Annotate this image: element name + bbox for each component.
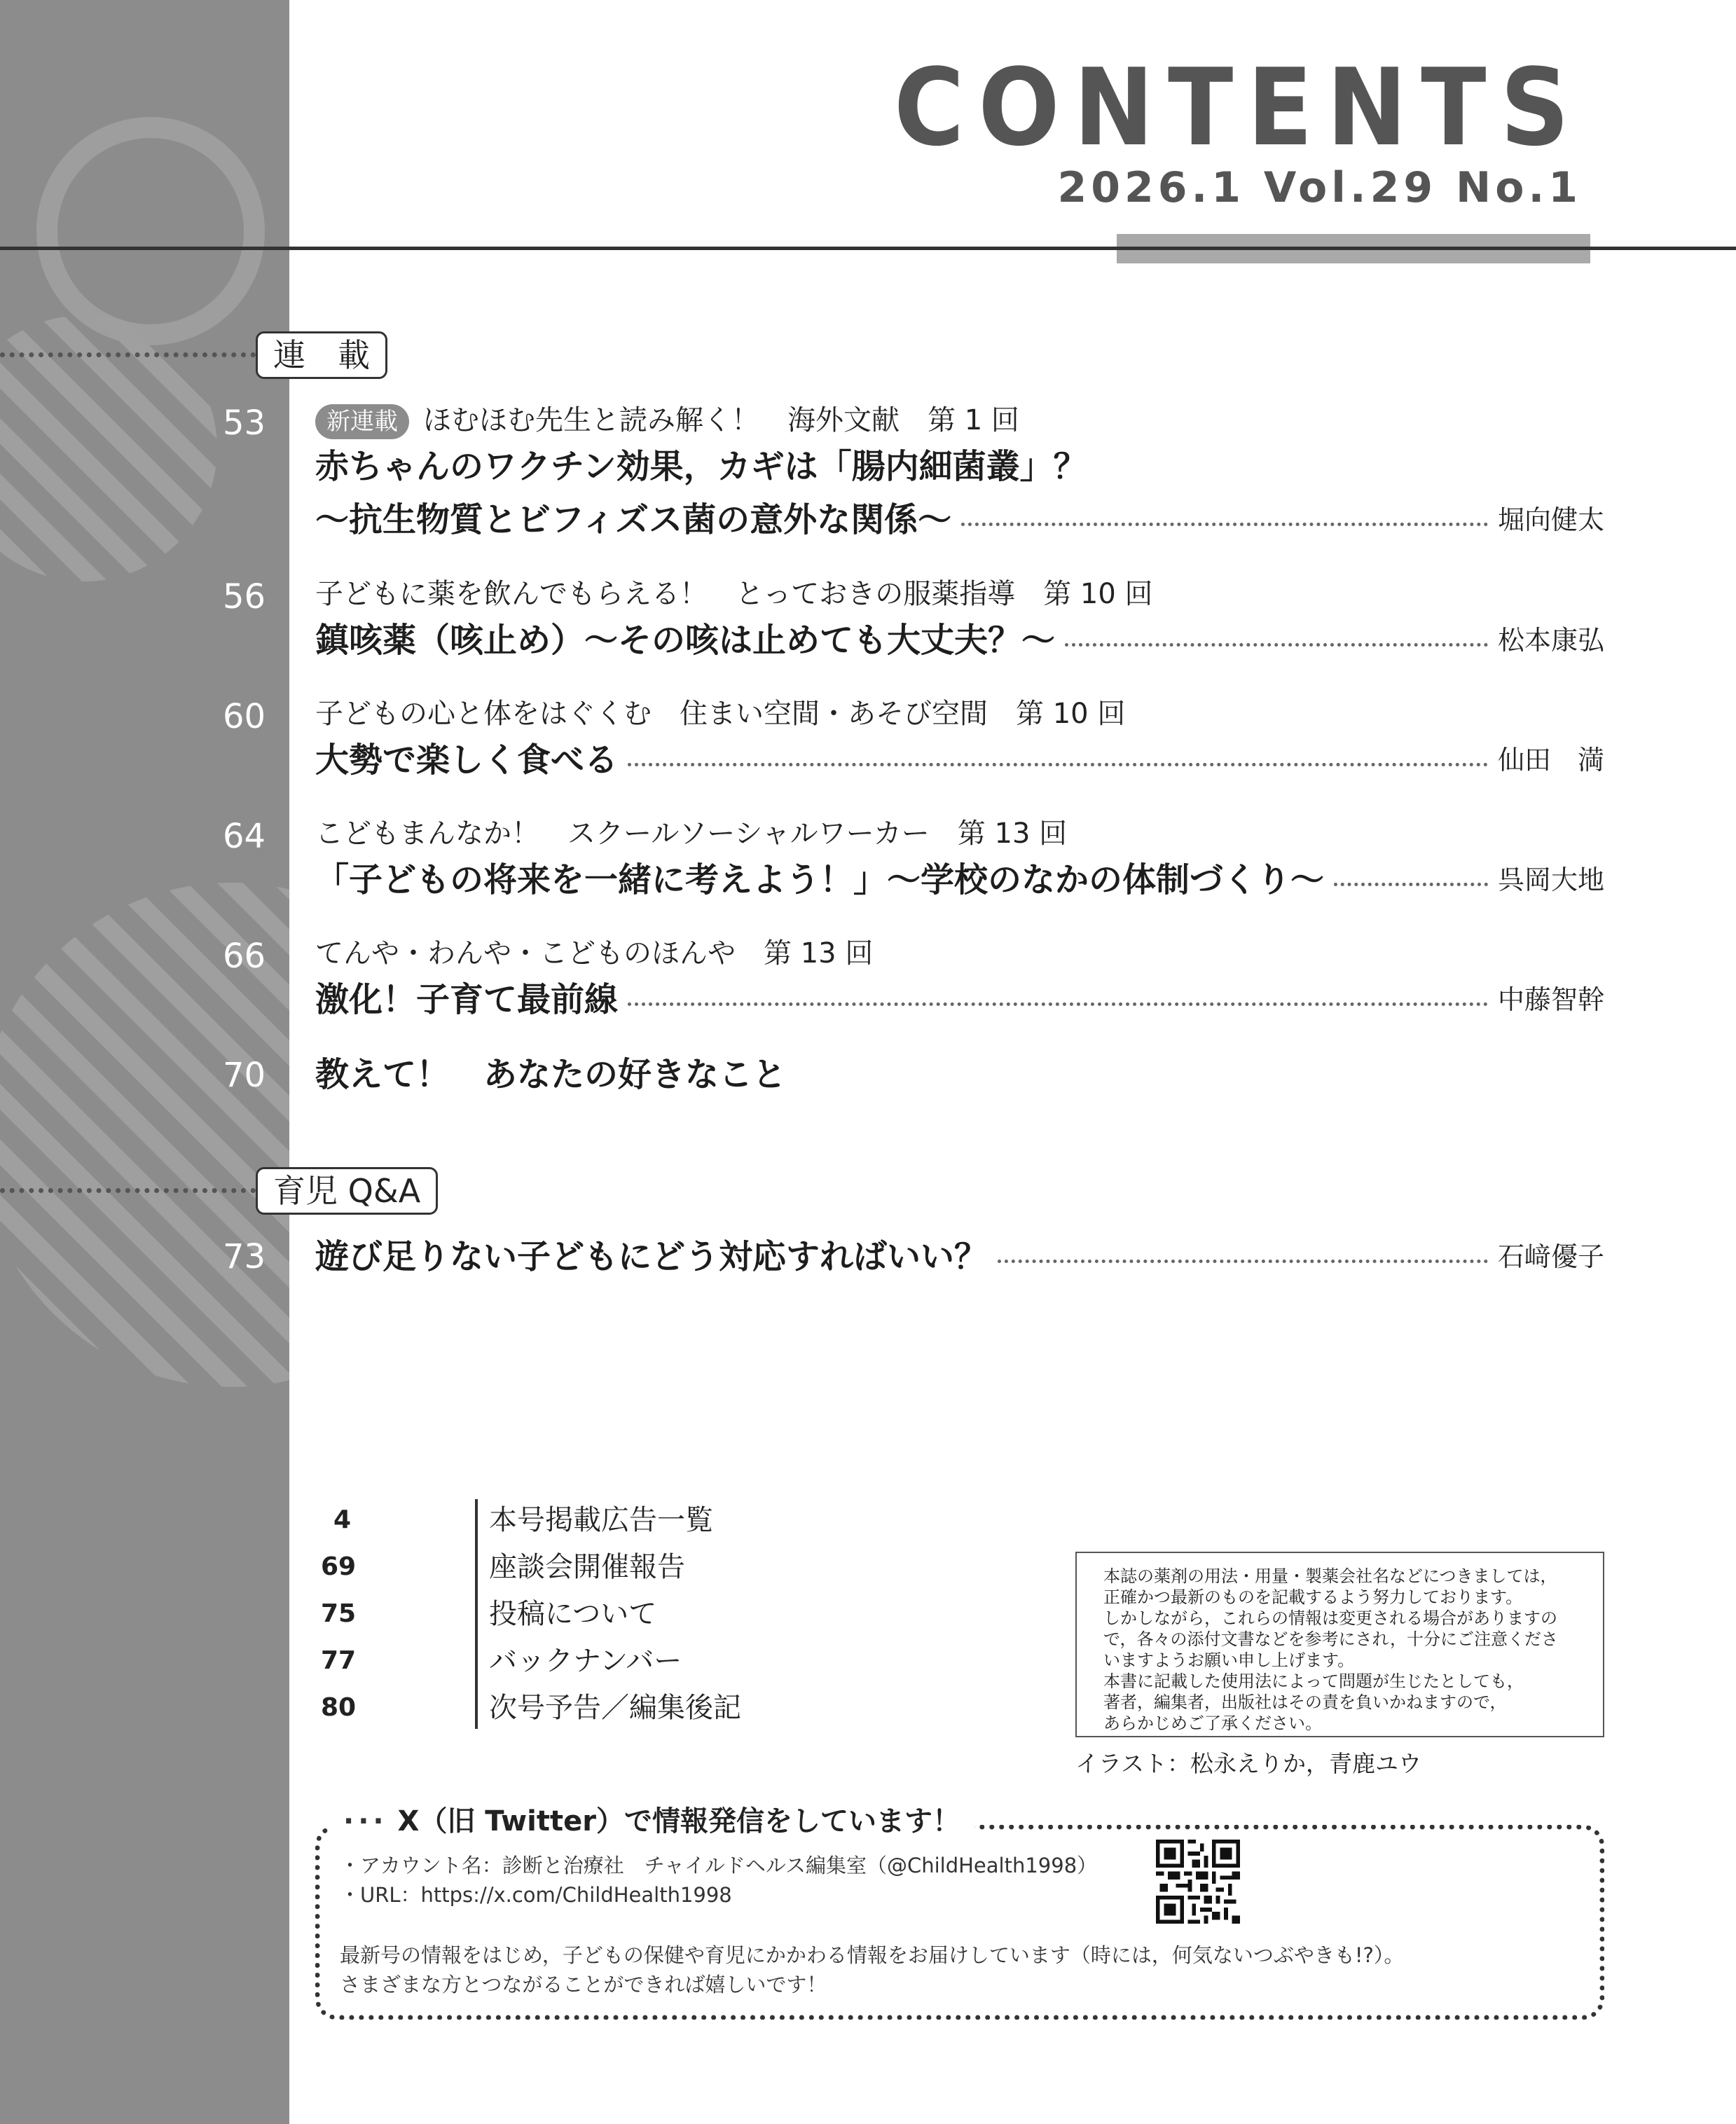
disclaimer-box	[1075, 1552, 1604, 1737]
entry-title[interactable]: 大勢で楽しく食べる	[315, 740, 619, 780]
misc-page: 69	[321, 1552, 357, 1581]
toc-entry[interactable]	[315, 814, 1604, 906]
dotted-leader	[998, 1260, 1488, 1263]
entry-page-number: 73	[223, 1237, 266, 1276]
disclaimer-line: いますようお願い申し上げます。	[1103, 1650, 1355, 1670]
misc-page: 75	[321, 1599, 357, 1628]
x-url-link[interactable]: ・URL：https://x.com/ChildHealth1998	[340, 1883, 732, 1907]
x-heading-text: X（旧 Twitter）で情報発信をしています！	[397, 1805, 960, 1837]
disclaimer-line: しかしながら，これらの情報は変更される場合がありますの	[1103, 1608, 1557, 1628]
x-body-line: 最新号の情報をはじめ，子どもの保健や育児にかかわる情報をお届けしています（時には，何気ないつぶやきも!?）。	[340, 1943, 1405, 1967]
entry-title-row	[315, 733, 1604, 787]
x-info-heading	[329, 1800, 974, 1842]
toc-entry[interactable]	[315, 934, 1604, 1026]
entry-series-line	[315, 401, 1604, 440]
entry-title[interactable]: 遊び足りない子どもにどう対応すればいい？	[315, 1237, 988, 1276]
disclaimer-line: あらかじめご了承ください。	[1103, 1713, 1322, 1733]
section-heading-qa	[0, 1167, 448, 1215]
entry-title-row	[315, 853, 1604, 906]
entry-title[interactable]: 「子どもの将来を一緒に考えよう！」〜学校のなかの体制づくり〜	[315, 860, 1325, 899]
entry-title[interactable]: 教えて！ あなたの好きなこと	[315, 1055, 787, 1094]
entry-title-row	[315, 973, 1604, 1026]
entry-page-number: 56	[223, 577, 266, 616]
dotted-leader	[1334, 883, 1488, 886]
entry-page-number: 64	[223, 817, 266, 856]
entry-series: てんや・わんや・こどものほんや 第 13 回	[315, 937, 874, 970]
section-label: 連 載	[256, 331, 387, 379]
toc-entry[interactable]	[315, 1048, 1604, 1101]
section-dotted-line	[0, 1188, 256, 1193]
entry-series: こどもまんなか！ スクールソーシャルワーカー 第 13 回	[315, 818, 1068, 850]
new-series-badge: 新連載	[315, 404, 409, 439]
misc-title[interactable]: 本号掲載広告一覧	[489, 1504, 713, 1536]
qr-code-icon[interactable]	[1156, 1840, 1240, 1926]
disclaimer-line: 本誌の薬剤の用法・用量・製薬会社名などにつきましては，	[1103, 1566, 1557, 1586]
entry-title-cont[interactable]: 〜抗生物質とビフィズス菌の意外な関係〜	[315, 500, 952, 539]
entry-page-number: 66	[223, 937, 266, 976]
misc-item[interactable]	[314, 1638, 874, 1684]
entry-author: 中藤智幹	[1497, 984, 1604, 1015]
misc-item[interactable]	[314, 1544, 874, 1590]
heading-dots: ···	[343, 1805, 388, 1837]
entry-title[interactable]: 鎮咳薬（咳止め）〜その咳は止めても大丈夫？〜	[315, 621, 1056, 660]
x-body-line: さまざまな方とつながることができれば嬉しいです！	[340, 1973, 827, 1997]
misc-page: 4	[333, 1505, 352, 1534]
issue-number: 2026.1 Vol.29 No.1	[1057, 163, 1582, 212]
disclaimer-line: 本書に記載した使用法によって問題が生じたとしても，	[1103, 1671, 1524, 1691]
dotted-leader	[628, 1002, 1488, 1006]
misc-title[interactable]: 次号予告／編集後記	[489, 1692, 741, 1724]
entry-page-number: 53	[223, 404, 266, 443]
illustration-credit: イラスト：松永えりか，青鹿ユウ	[1075, 1750, 1422, 1777]
entry-author: 松本康弘	[1497, 625, 1604, 656]
entry-series: ほむほむ先生と読み解く！ 海外文献 第 1 回	[423, 404, 1019, 436]
qr-code-icon-graphic	[1156, 1840, 1240, 1924]
misc-title[interactable]: バックナンバー	[489, 1645, 682, 1677]
entry-author: 石﨑優子	[1497, 1241, 1604, 1272]
entry-page-number: 60	[223, 697, 266, 736]
entry-title-row	[315, 1230, 1604, 1283]
misc-title[interactable]: 投稿について	[489, 1598, 657, 1630]
entry-title-row	[315, 614, 1604, 667]
misc-item[interactable]	[314, 1497, 874, 1543]
section-label: 育児 Q&A	[256, 1167, 438, 1215]
toc-entry[interactable]	[315, 401, 1604, 546]
section-heading-serial	[0, 331, 392, 379]
entry-page-number: 70	[223, 1056, 266, 1095]
dotted-leader	[628, 763, 1488, 766]
decor-ring	[47, 127, 254, 335]
toc-entry[interactable]	[315, 1230, 1604, 1283]
entry-series: 子どもに薬を飲んでもらえる！ とっておきの服薬指導 第 10 回	[315, 578, 1153, 610]
entry-series: 子どもの心と体をはぐくむ 住まい空間・あそび空間 第 10 回	[315, 698, 1126, 730]
entry-title[interactable]: 赤ちゃんのワクチン効果，カギは「腸内細菌叢」？	[315, 447, 1087, 486]
misc-page: 77	[321, 1646, 357, 1675]
toc-entry[interactable]	[315, 574, 1604, 667]
dotted-leader	[1065, 643, 1488, 647]
misc-page: 80	[321, 1693, 357, 1722]
misc-item[interactable]	[314, 1591, 874, 1637]
entry-author: 呉岡大地	[1497, 864, 1604, 895]
disclaimer-line: で，各々の添付文書などを参考にされ，十分にご注意くださ	[1103, 1629, 1558, 1649]
entry-author: 仙田 満	[1497, 745, 1604, 775]
section-dotted-line	[0, 352, 256, 357]
misc-item[interactable]	[314, 1685, 874, 1731]
misc-title[interactable]: 座談会開催報告	[489, 1551, 685, 1583]
header-rule	[0, 247, 1736, 250]
contents-title: CONTENTS	[894, 46, 1583, 170]
entry-author: 堀向健太	[1497, 504, 1604, 535]
dotted-leader	[961, 523, 1488, 526]
toc-entry[interactable]	[315, 694, 1604, 787]
disclaimer-line: 正確かつ最新のものを記載するよう努力しております。	[1103, 1587, 1523, 1607]
x-account-line: ・アカウント名：診断と治療社 チャイルドヘルス編集室（@ChildHealth1998）	[340, 1854, 1098, 1877]
entry-title-row	[315, 493, 1604, 546]
entry-title[interactable]: 激化！子育て最前線	[315, 980, 619, 1019]
disclaimer-line: 著者，編集者，出版社はその責を負いかねますので，	[1103, 1692, 1507, 1712]
